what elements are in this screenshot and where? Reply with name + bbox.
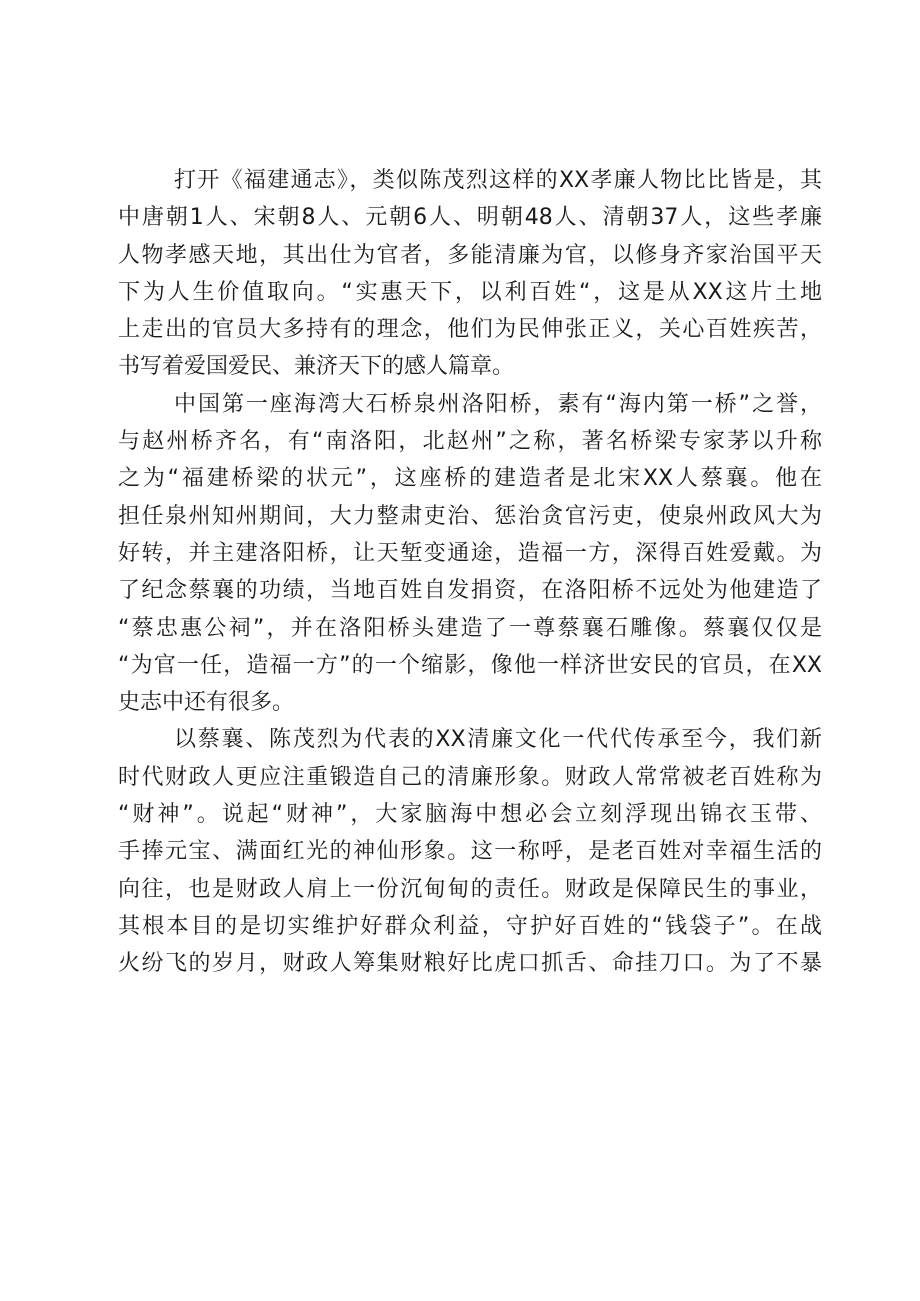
text-line: 打开《福建通志》，类似陈茂烈这样的XX孝廉人物比比皆是，其	[174, 168, 822, 193]
text-line: “蔡忠惠公祠”，并在洛阳桥头建造了一尊蔡襄石雕像。蔡襄仅仅是	[118, 615, 822, 641]
text-line: 以蔡襄、陈茂烈为代表的XX清廉文化一代代传承至今，我们新	[174, 727, 822, 753]
text-line: 了纪念蔡襄的功绩，当地百姓自发捐资，在洛阳桥不远处为他建造了	[118, 578, 822, 604]
paragraph-1	[118, 162, 822, 386]
text-line: 下为人生价值取向。“实惠天下，以利百姓“，这是从XX这片土地	[118, 279, 822, 305]
text-line: 担任泉州知州期间，大力整肃吏治、惩治贪官污吏，使泉州政风大为	[118, 503, 822, 529]
text-line: 之为“福建桥梁的状元”，这座桥的建造者是北宋XX人蔡襄。他在	[118, 466, 822, 492]
text-line: 史志中还有很多。	[118, 690, 295, 716]
text-line: “财神”。说起“财神”，大家脑海中想必会立刻浮现出锦衣玉带、	[118, 802, 822, 828]
text-line: 好转，并主建洛阳桥，让天堑变通途，造福一方，深得百姓爱戴。为	[118, 540, 822, 566]
text-line: 向往，也是财政人肩上一份沉甸甸的责任。财政是保障民生的事业，	[118, 876, 822, 902]
text-line: 人物孝感天地，其出仕为官者，多能清廉为官，以修身齐家治国平天	[118, 242, 822, 268]
text-line: “为官一任，造福一方”的一个缩影，像他一样济世安民的官员，在XX	[118, 652, 822, 678]
text-line: 书写着爱国爱民、兼济天下的感人篇章。	[118, 354, 515, 380]
paragraph-2	[118, 386, 822, 722]
document-body	[118, 162, 822, 983]
text-line: 手捧元宝、满面红光的神仙形象。这一称呼，是老百姓对幸福生活的	[118, 839, 822, 865]
text-line: 上走出的官员大多持有的理念，他们为民伸张正义，关心百姓疾苦，	[118, 317, 822, 343]
text-line: 中唐朝1人、宋朝8人、元朝6人、明朝48人、清朝37人，这些孝廉	[118, 205, 822, 231]
text-line: 中国第一座海湾大石桥泉州洛阳桥，素有“海内第一桥”之誉，	[174, 391, 822, 417]
text-line: 与赵州桥齐名，有“南洛阳，北赵州”之称，著名桥梁专家茅以升称	[118, 429, 822, 455]
text-line: 时代财政人更应注重锻造自己的清廉形象。财政人常常被老百姓称为	[118, 764, 822, 790]
paragraph-3	[118, 721, 822, 982]
text-line: 火纷飞的岁月，财政人筹集财粮好比虎口抓舌、命挂刀口。为了不暴	[118, 951, 822, 977]
text-line: 其根本目的是切实维护好群众利益，守护好百姓的“钱袋子”。在战	[118, 913, 822, 939]
